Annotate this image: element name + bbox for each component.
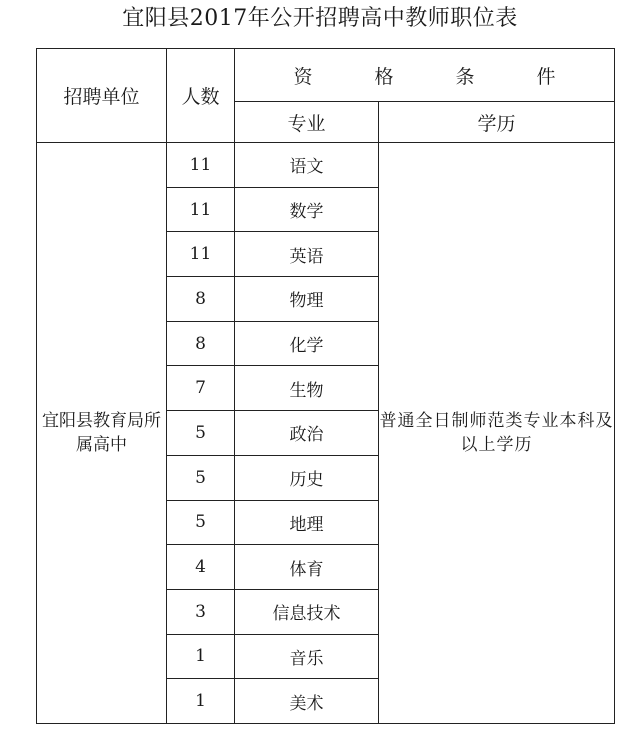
major-cell: 英语 (235, 232, 379, 277)
major-cell: 化学 (235, 321, 379, 366)
major-cell: 物理 (235, 277, 379, 322)
count-cell: 8 (167, 277, 235, 322)
table-row (37, 143, 615, 188)
header-row-top (37, 49, 615, 102)
count-cell: 11 (167, 187, 235, 232)
count-cell: 8 (167, 321, 235, 366)
major-cell: 历史 (235, 455, 379, 500)
count-cell: 5 (167, 455, 235, 500)
major-cell: 音乐 (235, 634, 379, 679)
count-cell: 11 (167, 143, 235, 188)
major-cell: 数学 (235, 187, 379, 232)
header-major: 专业 (235, 102, 379, 143)
header-count: 人数 (167, 49, 235, 143)
count-cell: 4 (167, 545, 235, 590)
major-cell: 美术 (235, 679, 379, 724)
count-cell: 3 (167, 589, 235, 634)
count-cell: 1 (167, 679, 235, 724)
count-cell: 1 (167, 634, 235, 679)
major-cell: 地理 (235, 500, 379, 545)
header-unit: 招聘单位 (37, 49, 167, 143)
count-cell: 5 (167, 411, 235, 456)
major-cell: 生物 (235, 366, 379, 411)
count-cell: 7 (167, 366, 235, 411)
job-positions-table (36, 48, 615, 724)
major-cell: 政治 (235, 411, 379, 456)
major-cell: 语文 (235, 143, 379, 188)
count-cell: 5 (167, 500, 235, 545)
header-qualifications (235, 49, 615, 102)
education-cell: 普通全日制师范类专业本科及以上学历 (379, 143, 615, 724)
unit-cell: 宜阳县教育局所属高中 (37, 143, 167, 724)
header-education: 学历 (379, 102, 615, 143)
document-title: 宜阳县2017年公开招聘高中教师职位表 (122, 6, 518, 31)
header-qualifications-label: 资 格 条 件 (293, 65, 584, 88)
major-cell: 体育 (235, 545, 379, 590)
count-cell: 11 (167, 232, 235, 277)
major-cell: 信息技术 (235, 589, 379, 634)
